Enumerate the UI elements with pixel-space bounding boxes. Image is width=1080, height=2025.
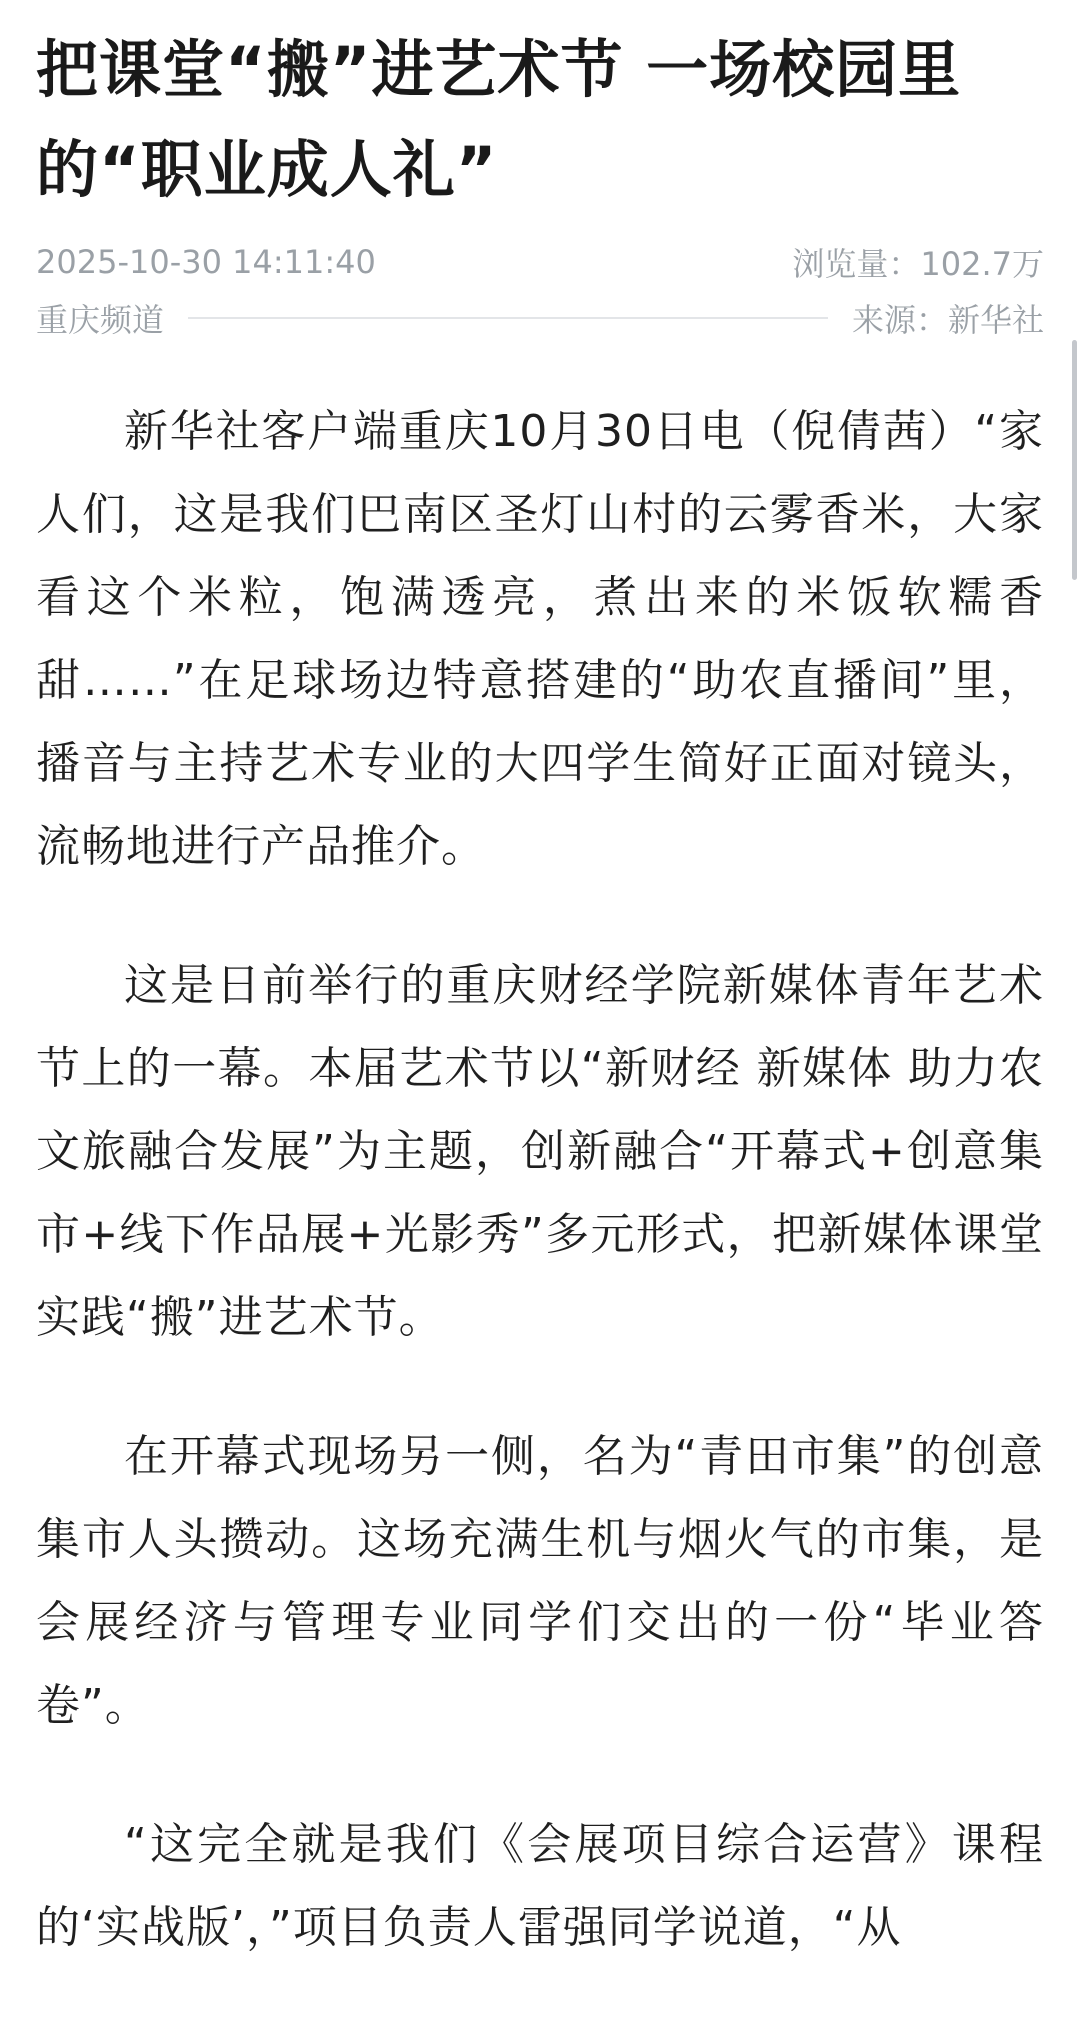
source-value: 新华社 — [947, 301, 1044, 339]
meta-divider — [188, 317, 828, 319]
scrollbar-thumb[interactable] — [1072, 340, 1077, 580]
publish-datetime: 2025-10-30 14:11:40 — [36, 243, 376, 281]
article-source-row — [36, 290, 1044, 346]
article-meta-row — [36, 234, 1044, 290]
article-paragraph: 新华社客户端重庆10月30日电（倪倩茜）“家人们，这是我们巴南区圣灯山村的云雾香米，大家看这个米粒，饱满透亮，煮出来的米饭软糯香甜……”在足球场边特意搭建的“助农直播间”里，播音与主持艺术专业的大四学生简好正面对镜头，流畅地进行产品推介。 — [36, 406, 1044, 872]
article-source — [852, 295, 1044, 341]
view-count-label: 浏览量： — [792, 245, 921, 283]
scrollbar[interactable] — [1072, 0, 1080, 1910]
article-paragraph: “这完全就是我们《会展项目综合运营》课程的‘实战版’，”项目负责人雷强同学说道，“从 — [36, 1819, 1044, 1953]
channel-group — [36, 295, 852, 341]
source-label: 来源： — [851, 301, 948, 339]
article-paragraph: 这是日前举行的重庆财经学院新媒体青年艺术节上的一幕。本届艺术节以“新财经 新媒体 助力农文旅融合发展”为主题，创新融合“开幕式+创意集市+线下作品展+光影秀”多元形式，把新媒体课堂实践“搬”进艺术节。 — [36, 960, 1044, 1343]
view-count-value: 102.7万 — [920, 245, 1044, 283]
article-title: 把课堂“搬”进艺术节 一场校园里的“职业成人礼” — [36, 33, 962, 206]
view-count — [792, 239, 1044, 285]
article-container — [36, 20, 1044, 2025]
article-paragraph: 在开幕式现场另一侧，名为“青田市集”的创意集市人头攒动。这场充满生机与烟火气的市集，是会展经济与管理专业同学们交出的一份“毕业答卷”。 — [36, 1431, 1044, 1731]
article-body — [36, 390, 1044, 1969]
channel-link[interactable]: 重庆频道 — [36, 301, 165, 339]
